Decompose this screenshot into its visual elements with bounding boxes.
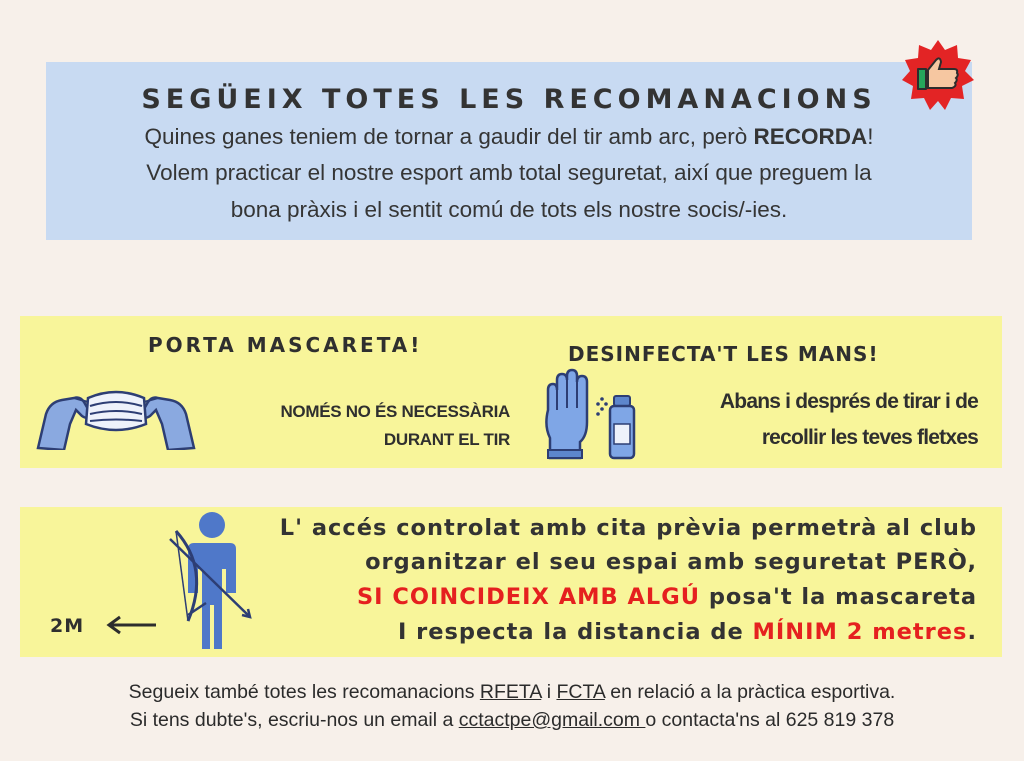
mask-note-line-2: DURANT EL TIR bbox=[383, 430, 510, 449]
mask-note bbox=[190, 398, 510, 454]
access-line-3-text: posa't la mascareta bbox=[699, 584, 977, 610]
hands-title: DESINFECTA'T LES MANS! bbox=[568, 342, 879, 366]
hands-note-line-1: Abans i després de tirar i de bbox=[719, 390, 978, 413]
hygiene-band bbox=[20, 316, 1002, 468]
intro-line-1-text: Quines ganes teniem de tornar a gaudir del tir amb arc, però bbox=[144, 124, 754, 149]
access-line-1: L' accés controlat amb cita prèvia permetrà al club bbox=[279, 515, 977, 541]
access-line-4-end: . bbox=[967, 619, 977, 645]
hands-note-line-2: recollir les teves fletxes bbox=[761, 426, 978, 449]
fcta-link[interactable]: FCTA bbox=[556, 681, 605, 703]
hands-note bbox=[620, 384, 978, 456]
access-line-3 bbox=[357, 584, 977, 610]
mask-title: PORTA MASCARETA! bbox=[148, 333, 423, 357]
footer-line-1-end: en relació a la pràctica esportiva. bbox=[604, 681, 896, 703]
footer-line-1-and: i bbox=[541, 681, 557, 703]
access-line-4-text: I respecta la distancia de bbox=[397, 619, 753, 645]
coincide-warning: SI COINCIDEIX AMB ALGÚ bbox=[356, 584, 700, 610]
footer-line-2-end: o contacta'ns al 625 819 378 bbox=[645, 709, 895, 731]
email-link[interactable]: cctactpe@gmail.com bbox=[458, 709, 646, 731]
footer-line-1 bbox=[0, 681, 1024, 704]
footer-line-2 bbox=[0, 709, 1024, 732]
footer-line-2-text: Si tens dubte's, escriu-nos un email a bbox=[129, 709, 459, 731]
access-line-2: organitzar el seu espai amb seguretat PERÒ, bbox=[365, 549, 977, 575]
rfeta-link[interactable]: RFETA bbox=[479, 681, 542, 703]
archer-icon bbox=[140, 509, 260, 654]
distance-band bbox=[20, 507, 1002, 657]
thumbs-up-badge-icon bbox=[900, 38, 976, 114]
intro-line-1 bbox=[46, 124, 972, 150]
intro-line-3: bona pràxis i el sentit comú de tots els nostre socis/-ies. bbox=[230, 197, 788, 222]
recommendations-panel bbox=[46, 62, 972, 240]
access-line-4 bbox=[398, 619, 977, 645]
face-mask-icon bbox=[36, 368, 196, 450]
mask-note-line-1: NOMÉS NO ÉS NECESSÀRIA bbox=[280, 402, 510, 421]
intro-line-1-end: ! bbox=[867, 124, 874, 149]
hand-sanitizer-icon bbox=[540, 366, 650, 462]
footer-line-1-text: Segueix també totes les recomanacions bbox=[128, 681, 480, 703]
distance-label: 2M bbox=[50, 615, 85, 637]
recorda-emphasis: RECORDA bbox=[753, 124, 868, 149]
intro-line-2: Volem practicar el nostre esport amb total seguretat, així que preguem la bbox=[146, 160, 872, 185]
page-title: SEGÜEIX TOTES LES RECOMANACIONS bbox=[141, 84, 877, 115]
minimum-distance: MÍNIM 2 metres bbox=[752, 619, 968, 645]
